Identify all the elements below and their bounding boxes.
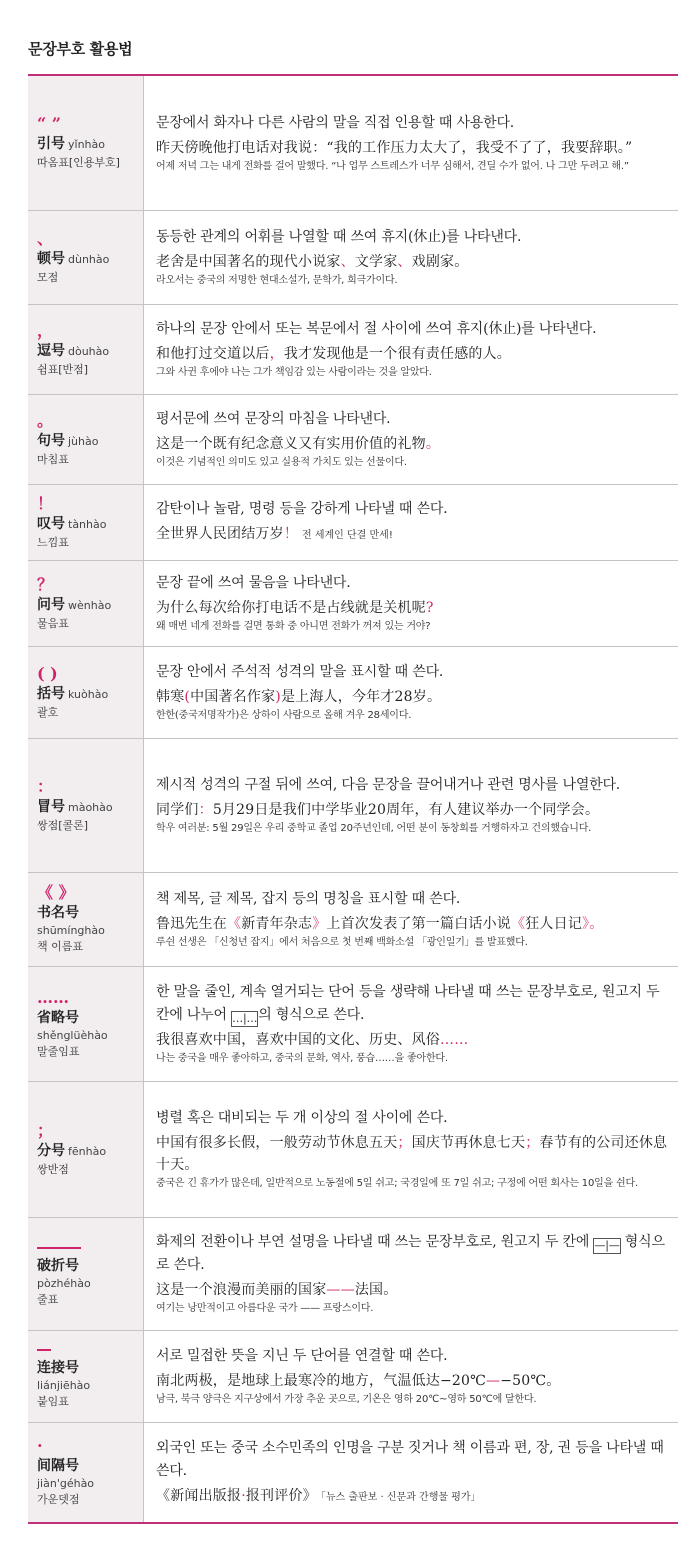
term-name-kr: 쉼표[반점] — [37, 362, 89, 376]
term-name-kr: 줄표 — [37, 1292, 59, 1306]
example-translation: 이것은 기념적인 의미도 있고 실용적 가치도 있는 선물이다. — [156, 457, 407, 468]
table-row — [28, 1423, 678, 1524]
table-row — [28, 395, 678, 485]
page-title: 문장부호 활용법 — [28, 40, 133, 58]
explanation-cell — [144, 561, 678, 646]
term-pinyin: kuòhào — [68, 687, 109, 701]
term-name-zh: 问号 — [37, 596, 65, 613]
term-pinyin: jùhào — [68, 434, 99, 448]
term-name-zh: 括号 — [37, 685, 65, 702]
punctuation-mark: ： — [37, 776, 54, 796]
explanation-cell — [144, 967, 678, 1081]
example-translation: 루쉰 선생은 「신청년 잡지」에서 처음으로 첫 번째 백화소설 「광인일기」를 발표했다. — [156, 937, 528, 948]
example-sentence: 韩寒(中国著名作家)是上海人，今年才28岁。 — [156, 689, 442, 705]
example-translation: 왜 매번 네게 전화를 걸면 통화 중 아니면 전화가 꺼져 있는 거야? — [156, 621, 431, 632]
table-row — [28, 647, 678, 739]
example-sentence: 《新闻出版报·报刊评价》 「뉴스 출판보 · 신문과 간행물 평가」 — [156, 1487, 481, 1504]
description: 병렬 혹은 대비되는 두 개 이상의 절 사이에 쓴다. — [156, 1110, 448, 1126]
punctuation-mark: 《 》 — [37, 883, 75, 902]
description: 서로 밀접한 뜻을 지닌 두 단어를 연결할 때 쓴다. — [156, 1348, 448, 1364]
term-name-kr: 모점 — [37, 270, 59, 284]
description: 외국인 또는 중국 소수민족의 인명을 구분 짓거나 책 이름과 편, 장, 권 등을 나타낼 때 쓴다. — [156, 1439, 664, 1479]
punctuation-mark: ！ — [37, 493, 54, 513]
term-cell — [28, 1082, 144, 1217]
description: 제시적 성격의 구절 뒤에 쓰여, 다음 문장을 끌어내거나 관련 명사를 나열한다. — [156, 777, 621, 793]
term-name-kr: 말줄임표 — [37, 1044, 80, 1058]
example-translation: 남극, 북극 양극은 지구상에서 가장 추운 곳으로, 기온은 영하 20℃~영하 50℃에 달한다. — [156, 1394, 537, 1405]
term-cell — [28, 305, 144, 394]
term-name-kr: 물음표 — [37, 616, 69, 630]
table-row — [28, 211, 678, 305]
explanation-cell — [144, 485, 678, 560]
table-row — [28, 1218, 678, 1331]
manuscript-cell-example: —|— — [594, 1239, 620, 1252]
example-sentence: 中国有很多长假，一般劳动节休息五天；国庆节再休息七天；春节有的公司还休息十天。 — [156, 1135, 668, 1173]
term-name-kr: 괄호 — [37, 705, 59, 719]
punctuation-mark — [37, 1343, 143, 1357]
description: 문장 안에서 주석적 성격의 말을 표시할 때 쓴다. — [156, 664, 444, 680]
example-sentence: 这是一个既有纪念意义又有实用价值的礼物。 — [156, 436, 441, 452]
term-cell — [28, 561, 144, 646]
term-name-kr: 책 이름표 — [37, 940, 84, 953]
description: 문장에서 화자나 다른 사람의 말을 직접 인용할 때 사용한다. — [156, 114, 515, 131]
term-name-zh: 叹号 — [37, 515, 65, 532]
punctuation-mark — [37, 1241, 143, 1255]
description: 책 제목, 글 제목, 잡지 등의 명칭을 표시할 때 쓴다. — [156, 891, 461, 907]
example-translation: 여기는 낭만적이고 아름다운 국가 —— 프랑스이다. — [156, 1303, 374, 1314]
table-row — [28, 739, 678, 873]
term-name-zh: 书名号 — [37, 905, 79, 921]
explanation-cell — [144, 1423, 678, 1522]
explanation-cell — [144, 305, 678, 394]
explanation-cell — [144, 1331, 678, 1422]
example-translation: 중국은 긴 휴가가 많은데, 일반적으로 노동절에 5일 쉬고; 국경일에 또 7일 쉬고; 구정에 어떤 회사는 10일을 쉰다. — [156, 1178, 638, 1189]
punctuation-mark: …… — [37, 987, 69, 1007]
term-name-kr: 느낌표 — [37, 535, 69, 549]
term-cell — [28, 211, 144, 304]
explanation-cell — [144, 739, 678, 872]
explanation-cell — [144, 873, 678, 966]
term-name-zh: 顿号 — [37, 250, 65, 267]
description: 평서문에 쓰여 문장의 마침을 나타낸다. — [156, 411, 391, 427]
term-name-zh: 分号 — [37, 1142, 65, 1159]
punctuation-mark: 、 — [37, 228, 54, 248]
term-cell — [28, 1218, 144, 1330]
explanation-cell — [144, 211, 678, 304]
description: 감탄이나 놀람, 명령 등을 강하게 나타낼 때 쓴다. — [156, 501, 448, 517]
description: 화제의 전환이나 부연 설명을 나타낼 때 쓰는 문장부호로, 원고지 두 칸에 —|— 형식으로 쓴다. — [156, 1234, 665, 1273]
term-pinyin: shěnglüèhào — [37, 1028, 108, 1042]
term-pinyin: yǐnhào — [68, 138, 105, 151]
description: 동등한 관계의 어휘를 나열할 때 쓰여 휴지(休止)를 나타낸다. — [156, 229, 522, 245]
term-name-zh: 连接号 — [37, 1360, 79, 1376]
punctuation-mark: 。 — [37, 410, 54, 430]
punctuation-mark: · — [37, 1436, 43, 1455]
term-name-zh: 间隔号 — [37, 1458, 79, 1474]
term-cell — [28, 76, 144, 210]
term-name-zh: 引号 — [37, 136, 65, 152]
explanation-cell — [144, 1218, 678, 1330]
example-translation: 나는 중국을 매우 좋아하고, 중국의 문화, 역사, 풍습……을 좋아한다. — [156, 1053, 448, 1064]
term-cell — [28, 739, 144, 872]
example-translation: 어제 저녁 그는 내게 전화를 걸어 말했다. “나 업무 스트레스가 너무 심해서, 견딜 수가 없어. 나 그만 두려고 해.” — [156, 160, 629, 172]
example-translation: 라오서는 중국의 저명한 현대소설가, 문학가, 희극가이다. — [156, 275, 398, 286]
explanation-cell — [144, 395, 678, 484]
term-cell — [28, 1423, 144, 1522]
term-name-zh: 逗号 — [37, 342, 65, 359]
punctuation-mark: ， — [37, 320, 54, 340]
example-translation: 한한(중국저명작가)은 상하이 사람으로 올해 겨우 28세이다. — [156, 710, 412, 721]
term-cell — [28, 485, 144, 560]
punctuation-mark: “ ” — [37, 114, 61, 133]
term-name-kr: 쌍반점 — [37, 1162, 69, 1176]
example-translation: 전 세계인 단결 만세! — [302, 530, 393, 541]
term-pinyin: fēnhào — [68, 1144, 107, 1158]
term-name-kr: 쌍점[콜론] — [37, 818, 89, 832]
table-row — [28, 76, 678, 211]
term-name-zh: 冒号 — [37, 798, 65, 815]
table-row — [28, 967, 678, 1082]
punctuation-mark: ？ — [37, 574, 54, 594]
term-name-zh: 省略号 — [37, 1009, 79, 1026]
description: 하나의 문장 안에서 또는 복문에서 절 사이에 쓰여 휴지(休止)를 나타낸다. — [156, 321, 597, 337]
example-sentence: 南北两极，是地球上最寒冷的地方，气温低达−20℃—−50℃。 — [156, 1373, 561, 1389]
term-pinyin: tànhào — [68, 517, 107, 531]
term-cell — [28, 967, 144, 1081]
table-row — [28, 873, 678, 967]
example-sentence: 我很喜欢中国，喜欢中国的文化、历史、风俗…… — [156, 1032, 469, 1048]
term-pinyin: dùnhào — [68, 252, 110, 266]
example-translation: 그와 사귄 후에야 나는 그가 책임감 있는 사람이라는 것을 알았다. — [156, 367, 432, 378]
term-pinyin: jiàn'géhào — [37, 1477, 95, 1490]
term-name-kr: 따옴표[인용부호] — [37, 156, 120, 169]
term-cell — [28, 395, 144, 484]
example-sentence: 全世界人民团结万岁！ 전 세계인 단결 만세! — [156, 526, 393, 542]
term-pinyin: shūmínghào — [37, 924, 105, 937]
example-translation: 「뉴스 출판보 · 신문과 간행물 평가」 — [320, 1491, 481, 1503]
example-translation: 학우 여러분: 5월 29일은 우리 중학교 졸업 20주년인데, 어떤 분이 동창회를 거행하자고 건의했습니다. — [156, 823, 592, 834]
table-row — [28, 1331, 678, 1423]
explanation-cell — [144, 76, 678, 210]
term-pinyin: màohào — [68, 800, 113, 814]
term-pinyin: wènhào — [68, 598, 112, 612]
term-pinyin: dòuhào — [68, 344, 110, 358]
term-name-kr: 마침표 — [37, 452, 69, 466]
example-sentence: 同学们：5月29日是我们中学毕业20周年，有人建议举办一个同学会。 — [156, 802, 600, 818]
example-sentence: 鲁迅先生在《新青年杂志》上首次发表了第一篇白话小说《狂人日记》。 — [156, 916, 604, 932]
term-name-kr: 가운뎃점 — [37, 1493, 80, 1506]
term-name-kr: 붙임표 — [37, 1395, 69, 1408]
table-row — [28, 485, 678, 561]
description: 한 말을 줄인, 계속 열거되는 단어 등을 생략해 나타낼 때 쓰는 문장부호로, 원고지 두 칸에 나누어 …|…의 형식으로 쓴다. — [156, 984, 660, 1025]
punctuation-mark: ( ) — [37, 663, 58, 683]
punctuation-mark: ； — [37, 1120, 54, 1140]
table-row — [28, 1082, 678, 1218]
explanation-cell — [144, 647, 678, 738]
example-sentence: 昨天傍晚他打电话对我说：“我的工作压力太大了，我受不了了，我要辞职。” — [156, 139, 633, 156]
example-sentence: 和他打过交道以后，我才发现他是一个很有责任感的人。 — [156, 346, 512, 362]
punctuation-table — [28, 74, 678, 1524]
example-sentence: 为什么每次给你打电话不是占线就是关机呢? — [156, 600, 434, 616]
example-sentence: 老舍是中国著名的现代小说家、文学家、戏剧家。 — [156, 254, 469, 270]
table-row — [28, 561, 678, 647]
explanation-cell — [144, 1082, 678, 1217]
table-row — [28, 305, 678, 395]
term-name-zh: 破折号 — [37, 1257, 79, 1274]
description: 문장 끝에 쓰여 물음을 나타낸다. — [156, 575, 351, 591]
term-pinyin: liánjiēhào — [37, 1379, 91, 1392]
term-cell — [28, 873, 144, 966]
manuscript-cell-example: …|… — [232, 1012, 258, 1025]
term-cell — [28, 647, 144, 738]
term-pinyin: pòzhéhào — [37, 1276, 91, 1290]
term-cell — [28, 1331, 144, 1422]
example-sentence: 这是一个浪漫而美丽的国家——法国。 — [156, 1282, 398, 1298]
term-name-zh: 句号 — [37, 432, 65, 449]
